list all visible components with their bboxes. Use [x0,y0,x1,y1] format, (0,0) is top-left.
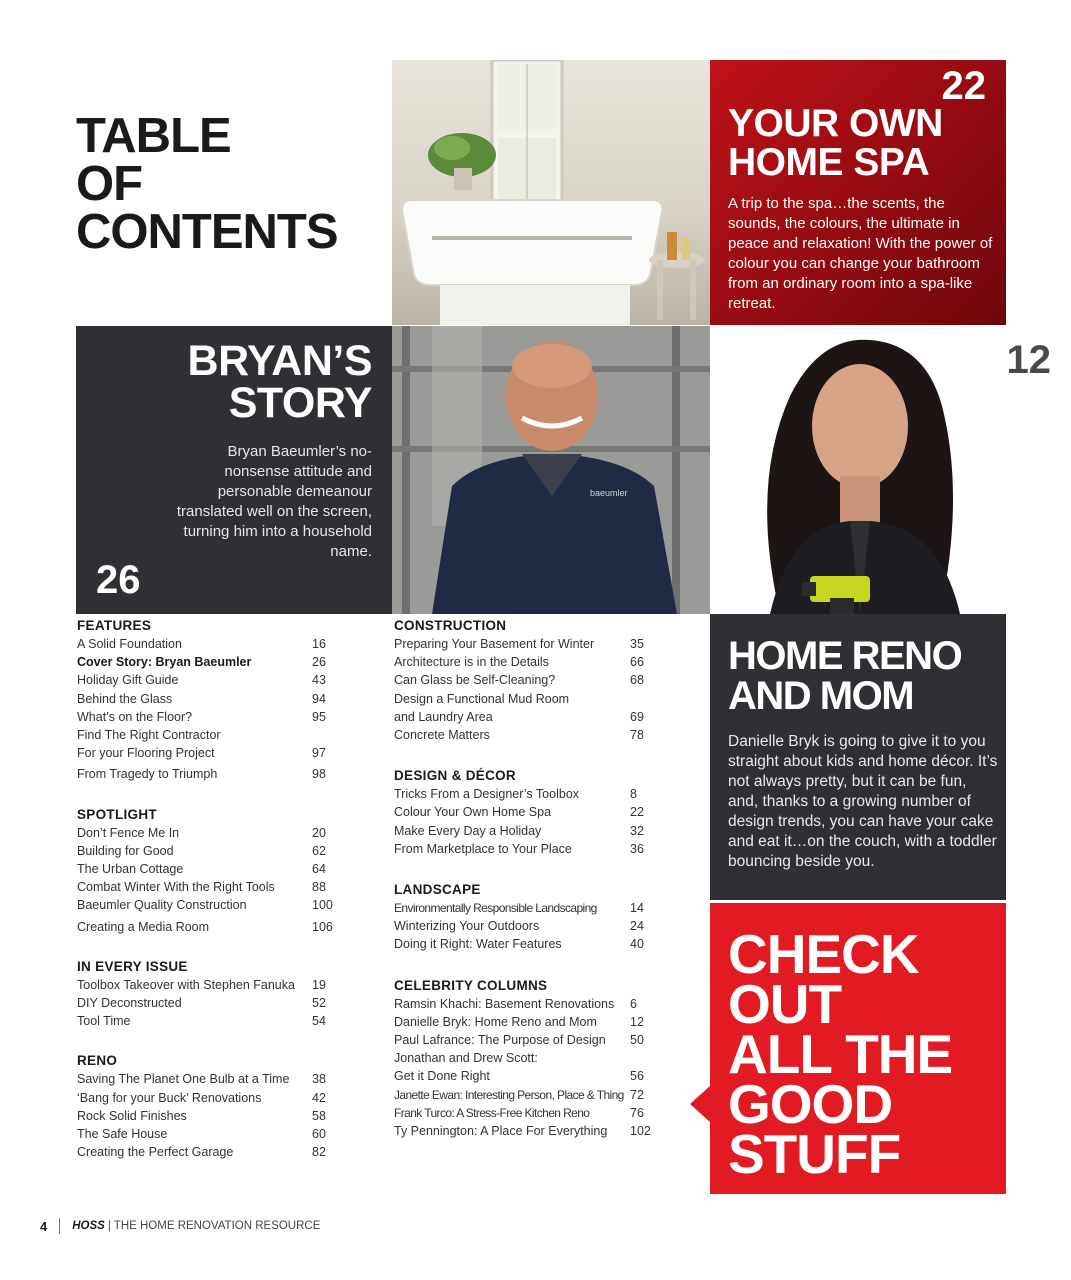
section-reno [77,1052,342,1161]
toc-entry[interactable]: Design a Functional Mud Room [394,691,570,706]
toc-entry[interactable]: DIY Deconstructed 52 [77,996,326,1011]
toc-column-right [394,617,660,1140]
toc-entry[interactable]: Frank Turco: A Stress-Free Kitchen Reno 76 [394,1105,644,1120]
toc-entry[interactable]: Don’t Fence Me In 20 [77,825,326,840]
section-spotlight [77,806,342,936]
toc-entry[interactable]: Rock Solid Finishes 58 [77,1108,326,1123]
toc-entry[interactable]: Creating the Perfect Garage 82 [77,1145,326,1160]
toc-entry[interactable]: Doing it Right: Water Features 40 [394,937,644,952]
bryan-portrait-photo [392,326,710,614]
spa-page-number: 22 [941,64,986,108]
check-out-title: CHECK OUT ALL THE GOOD STUFF [728,923,953,1185]
toc-entry[interactable]: Creating a Media Room 106 [77,919,333,934]
toc-entry[interactable]: Ramsin Khachi: Basement Renovations 6 [394,996,637,1011]
footer-page-number: 4 [40,1218,48,1234]
toc-entry[interactable]: Colour Your Own Home Spa 22 [394,805,644,820]
section-heading: CONSTRUCTION [394,618,507,633]
check-out-pointer-arrow [690,1086,710,1122]
toc-entry[interactable]: Toolbox Takeover with Stephen Fanuka 19 [77,977,326,992]
danielle-portrait-photo [710,326,1006,614]
spa-feature-panel [710,60,1006,325]
section-design-decor [394,767,660,858]
section-in-every-issue [77,958,342,1031]
toc-column-left [77,617,342,1161]
toc-entry[interactable]: Saving The Planet One Bulb at a Time 38 [77,1072,326,1087]
footer-brand-logo: HOSS [72,1220,105,1232]
bryan-portrait-illustration [392,326,710,614]
toc-entry[interactable]: A Solid Foundation 16 [77,637,326,651]
toc-entry[interactable]: Tool Time 54 [77,1014,326,1029]
section-heading: DESIGN & DÉCOR [394,768,516,784]
toc-entry[interactable]: From Marketplace to Your Place 36 [394,841,644,856]
toc-entry[interactable]: Winterizing Your Outdoors 24 [394,919,644,934]
section-heading: SPOTLIGHT [77,806,157,822]
toc-entry[interactable]: Building for Good 62 [77,843,326,858]
bathtub-illustration [392,60,710,325]
section-heading: RENO [77,1053,118,1069]
section-landscape [394,881,660,954]
footer-tagline: | THE HOME RENOVATION RESOURCE [107,1220,321,1232]
toc-entry[interactable]: Janette Ewan: Interesting Person, Place & Thing 72 [394,1087,644,1102]
home-reno-title: HOME RENO AND MOM [728,634,962,718]
toc-entry[interactable]: Environmentally Responsible Landscaping 14 [394,901,644,916]
toc-entry[interactable]: Paul Lafrance: The Purpose of Design 50 [394,1033,644,1048]
toc-entry[interactable]: The Safe House 60 [77,1127,326,1142]
bryan-description: Bryan Baeumler’s no-nonsense attitude and personable demeanour translated well on the screen, turning him into a household name. [176,443,372,560]
toc-entry[interactable]: Find The Right Contractor [77,728,221,743]
section-construction [394,617,660,744]
toc-entry[interactable]: Concrete Matters 78 [394,728,644,743]
toc-entry[interactable]: Baeumler Quality Construction 100 [77,898,333,913]
spa-title: YOUR OWN HOME SPA [728,102,943,184]
toc-entry[interactable]: The Urban Cottage 64 [77,862,326,877]
section-heading: FEATURES [77,618,152,633]
toc-entry[interactable]: Cover Story: Bryan Baeumler 26 [77,655,326,670]
page-title: TABLE OF CONTENTS [76,109,338,259]
toc-entry[interactable]: Danielle Bryk: Home Reno and Mom 12 [394,1014,644,1029]
jacket-label: baeumler [590,488,628,498]
home-reno-feature-panel [710,614,1006,900]
danielle-portrait-illustration [710,326,1006,614]
toc-entry[interactable]: Get it Done Right 56 [394,1069,644,1084]
toc-entry[interactable]: Architecture is in the Details 66 [394,655,644,670]
toc-entry[interactable]: Holiday Gift Guide 43 [77,673,326,688]
toc-entry[interactable]: Behind the Glass 94 [77,691,326,706]
section-heading: LANDSCAPE [394,882,481,898]
section-heading: IN EVERY ISSUE [77,958,188,974]
spa-bathroom-photo [392,60,710,325]
danielle-page-number: 12 [1006,338,1051,382]
section-features [77,617,342,784]
bryan-page-number: 26 [96,558,141,602]
toc-entry[interactable]: What’s on the Floor? 95 [77,709,326,724]
toc-entry[interactable]: Make Every Day a Holiday 32 [394,823,644,838]
footer-divider [59,1218,60,1234]
toc-entry[interactable]: Combat Winter With the Right Tools 88 [77,880,326,895]
spa-description: A trip to the spa…the scents, the sounds, the colours, the ultimate in peace and relaxation! With the power of colour you can change your bathroom from an ordinary room into a spa-like retreat. [728,195,993,312]
toc-entry[interactable]: ‘Bang for your Buck’ Renovations 42 [77,1090,326,1105]
page-footer [40,1218,320,1234]
toc-entry[interactable]: Tricks From a Designer’s Toolbox 8 [394,787,637,802]
section-celebrity-columns [394,977,660,1141]
home-reno-description: Danielle Bryk is going to give it to you straight about kids and home décor. It’s not always pretty, but it can be fun, and, thanks to a growing number of design trends, you can have your cake and eat it…on the couch, with a toddler bouncing beside you. [728,733,998,870]
toc-entry[interactable]: Jonathan and Drew Scott: [394,1051,538,1066]
toc-entry[interactable]: From Tragedy to Triumph 98 [77,767,326,782]
bryan-feature-panel [76,326,392,614]
section-heading: CELEBRITY COLUMNS [394,977,548,993]
toc-entry[interactable]: Ty Pennington: A Place For Everything 102 [394,1124,651,1139]
check-out-panel [710,903,1006,1194]
bryan-title: BRYAN’S STORY [187,337,372,427]
toc-entry[interactable]: For your Flooring Project 97 [77,746,326,761]
toc-entry[interactable]: Preparing Your Basement for Winter 35 [394,637,644,651]
toc-entry[interactable]: and Laundry Area 69 [394,709,644,724]
toc-entry[interactable]: Can Glass be Self-Cleaning? 68 [394,673,644,688]
